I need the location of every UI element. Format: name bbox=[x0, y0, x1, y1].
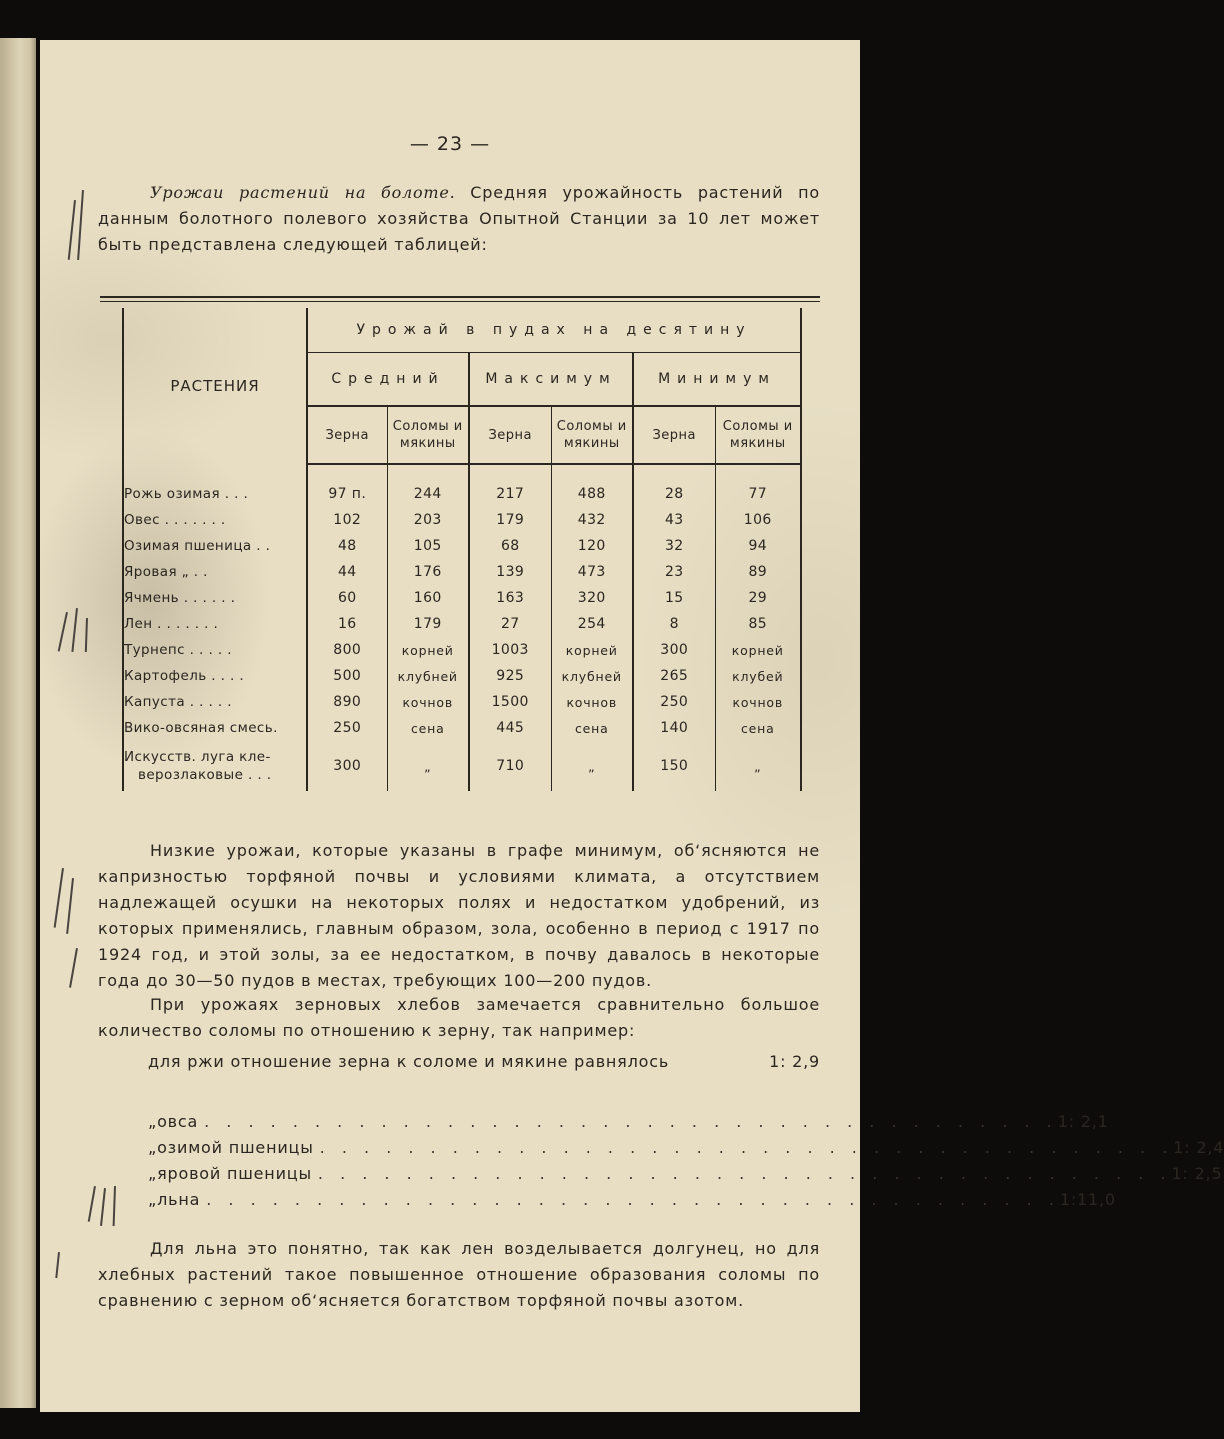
ratio-crop: яровой пшеницы bbox=[157, 1163, 312, 1183]
col-straw: Соломы и мякины bbox=[387, 406, 469, 464]
table-row bbox=[123, 611, 801, 637]
table-row bbox=[123, 559, 801, 585]
table-cell: 89 bbox=[715, 559, 801, 585]
table-cell: 94 bbox=[715, 533, 801, 559]
table-cell: 43 bbox=[633, 507, 715, 533]
table-row bbox=[123, 689, 801, 715]
table-cell: 150 bbox=[633, 741, 715, 791]
table-cell: корней bbox=[715, 637, 801, 663]
table-row bbox=[123, 585, 801, 611]
table-cell: 105 bbox=[387, 533, 469, 559]
table-cell: 77 bbox=[715, 481, 801, 507]
table-row bbox=[123, 741, 801, 791]
table-cell: кочнов bbox=[715, 689, 801, 715]
table-cell: 445 bbox=[469, 715, 551, 741]
table-cell: 300 bbox=[307, 741, 387, 791]
table-cell: 48 bbox=[307, 533, 387, 559]
pencil-mark bbox=[69, 948, 78, 988]
pencil-mark bbox=[113, 1186, 116, 1226]
col-grain: Зерна bbox=[307, 406, 387, 464]
col-grain: Зерна bbox=[633, 406, 715, 464]
group-minimum: Минимум bbox=[633, 353, 801, 407]
crop-name-line2: верозлаковые . . . bbox=[138, 767, 272, 783]
table-cell: клубней bbox=[551, 663, 633, 689]
table-cell: 890 bbox=[307, 689, 387, 715]
table-row bbox=[123, 533, 801, 559]
crop-name: Ячмень . . . . . . bbox=[123, 585, 307, 611]
table-cell: 250 bbox=[633, 689, 715, 715]
ratio-item bbox=[148, 1108, 1109, 1134]
ratio-crop: озимой пшеницы bbox=[157, 1137, 314, 1157]
crop-name: Картофель . . . . bbox=[123, 663, 307, 689]
ratio-item bbox=[148, 1186, 1116, 1212]
ratio-list bbox=[148, 1052, 1224, 1212]
crop-name: Рожь озимая . . . bbox=[123, 481, 307, 507]
table-cell: 1500 bbox=[469, 689, 551, 715]
table-cell: сена bbox=[715, 715, 801, 741]
table-row bbox=[123, 507, 801, 533]
ditto-mark: „ bbox=[148, 1189, 158, 1209]
crop-name: Вико-овсяная смесь. bbox=[123, 715, 307, 741]
table-cell: „ bbox=[387, 741, 469, 791]
ratio-value: 1:11,0 bbox=[1059, 1189, 1116, 1209]
table-row bbox=[123, 481, 801, 507]
crop-name: Яровая „ . . bbox=[123, 559, 307, 585]
crop-name: Овес . . . . . . . bbox=[123, 507, 307, 533]
table-cell: 102 bbox=[307, 507, 387, 533]
table-cell: 160 bbox=[387, 585, 469, 611]
ditto-mark: „ bbox=[148, 1111, 158, 1131]
section-heading: Урожаи растений на болоте. bbox=[150, 183, 456, 202]
crop-name: Озимая пшеница . . bbox=[123, 533, 307, 559]
crop-name: Капуста . . . . . bbox=[123, 689, 307, 715]
table-cell: 27 bbox=[469, 611, 551, 637]
table-cell: 265 bbox=[633, 663, 715, 689]
table-cell: 16 bbox=[307, 611, 387, 637]
leader-dots: . . . . . . . . . . . . . . . . . . . . . . . . . . . . . . . . . . . . . . . bbox=[319, 1137, 1174, 1157]
pencil-mark bbox=[71, 608, 78, 652]
ditto-mark: „ bbox=[148, 1137, 158, 1157]
table-cell: 176 bbox=[387, 559, 469, 585]
table-cell: 23 bbox=[633, 559, 715, 585]
pencil-mark bbox=[66, 878, 74, 934]
table-cell: 139 bbox=[469, 559, 551, 585]
leader-dots: . . . . . . . . . . . . . . . . . . . . . . . . . . . . . . . . . . . . . . . bbox=[206, 1189, 1060, 1209]
group-maximum: Максимум bbox=[469, 353, 633, 407]
ratio-item bbox=[148, 1160, 1223, 1186]
intro-paragraph bbox=[98, 180, 820, 258]
table-cell: кочнов bbox=[387, 689, 469, 715]
table-cell: 203 bbox=[387, 507, 469, 533]
pencil-mark bbox=[58, 612, 68, 652]
table-top-rule bbox=[100, 296, 820, 298]
pencil-mark bbox=[85, 618, 88, 652]
table-cell: 800 bbox=[307, 637, 387, 663]
minimum-yields-paragraph: Низкие урожаи, которые указаны в графе минимум, об‘ясняются не капризностью торфяной почвы и условиями климата, а отсутствием надлежащей осушки на некоторых полях и недостатком удобрений, из которых применялись, главным образом, зола, особенно в период с 1917 по 1924 год, и этой золы, за ее недостатком, в почву давалось в некоторые года до 30—50 пудов в местах, требующих 100—200 пудов. bbox=[98, 841, 820, 990]
table-cell: 60 bbox=[307, 585, 387, 611]
yield-table bbox=[122, 308, 802, 791]
table-cell: 244 bbox=[387, 481, 469, 507]
table-cell: 488 bbox=[551, 481, 633, 507]
table-cell: 15 bbox=[633, 585, 715, 611]
table-cell: 432 bbox=[551, 507, 633, 533]
table-cell: 320 bbox=[551, 585, 633, 611]
ratio-value: 1: 2,4 bbox=[1173, 1137, 1224, 1157]
yield-group-header: Урожай в пудах на десятину bbox=[307, 308, 801, 353]
ratio-lead-value: 1: 2,9 bbox=[769, 1052, 820, 1071]
table-cell: 29 bbox=[715, 585, 801, 611]
grain-straw-paragraph: При урожаях зерновых хлебов замечается сравнительно большое количество соломы по отношению к зерну, так например: bbox=[98, 995, 820, 1040]
table-cell: 250 bbox=[307, 715, 387, 741]
table-cell: „ bbox=[551, 741, 633, 791]
table-cell: 473 bbox=[551, 559, 633, 585]
ratio-lead-text: для ржи отношение зерна к соломе и мякине равнялось bbox=[148, 1052, 670, 1071]
table-cell: 8 bbox=[633, 611, 715, 637]
pencil-mark bbox=[54, 868, 64, 928]
pencil-mark bbox=[68, 200, 76, 260]
pencil-mark bbox=[77, 190, 84, 260]
ratio-crop: овса bbox=[157, 1111, 199, 1131]
crop-name: Лен . . . . . . . bbox=[123, 611, 307, 637]
table-row bbox=[123, 663, 801, 689]
leader-dots: . . . . . . . . . . . . . . . . . . . . . . . . . . . . . . . . . . . . . . . bbox=[317, 1163, 1172, 1183]
col-grain: Зерна bbox=[469, 406, 551, 464]
table-cell: 254 bbox=[551, 611, 633, 637]
table-cell: 120 bbox=[551, 533, 633, 559]
table-cell: „ bbox=[715, 741, 801, 791]
ratio-value: 1: 2,1 bbox=[1057, 1111, 1109, 1131]
table-top-rule-thin bbox=[100, 301, 820, 302]
table-cell: 300 bbox=[633, 637, 715, 663]
col-straw: Соломы и мякины bbox=[715, 406, 801, 464]
table-row bbox=[123, 637, 801, 663]
table-cell: 179 bbox=[469, 507, 551, 533]
ratio-item bbox=[148, 1134, 1224, 1160]
table-cell: 179 bbox=[387, 611, 469, 637]
previous-page-edge bbox=[0, 38, 36, 1408]
ratio-value: 1: 2,5 bbox=[1171, 1163, 1223, 1183]
ratio-crop: льна bbox=[157, 1189, 201, 1209]
table-cell: клубей bbox=[715, 663, 801, 689]
pencil-mark bbox=[55, 1252, 60, 1278]
table-row bbox=[123, 715, 801, 741]
table-cell: 217 bbox=[469, 481, 551, 507]
table-cell: сена bbox=[387, 715, 469, 741]
pencil-mark bbox=[100, 1188, 106, 1226]
table-cell: сена bbox=[551, 715, 633, 741]
table-cell: корней bbox=[551, 637, 633, 663]
table-cell: 85 bbox=[715, 611, 801, 637]
table-cell: 925 bbox=[469, 663, 551, 689]
table-cell: 140 bbox=[633, 715, 715, 741]
crop-name bbox=[123, 741, 307, 791]
flax-paragraph: Для льна это понятно, так как лен возделывается долгунец, но для хлебных растений такое повышенное отношение образования соломы по сравнению с зерном об‘ясняется богатством торфяной почвы азотом. bbox=[98, 1239, 820, 1310]
table-cell: клубней bbox=[387, 663, 469, 689]
leader-dots: . . . . . . . . . . . . . . . . . . . . . . . . . . . . . . . . . . . . . . . bbox=[204, 1111, 1058, 1131]
table-cell: 68 bbox=[469, 533, 551, 559]
crop-name-line1: Искусств. луга кле- bbox=[124, 749, 271, 765]
table-cell: 710 bbox=[469, 741, 551, 791]
table-cell: 97 п. bbox=[307, 481, 387, 507]
ditto-mark: „ bbox=[148, 1163, 158, 1183]
page-number: — 23 — bbox=[409, 133, 491, 155]
table-cell: кочнов bbox=[551, 689, 633, 715]
crop-name: Турнепс . . . . . bbox=[123, 637, 307, 663]
table-cell: 163 bbox=[469, 585, 551, 611]
table-cell: 44 bbox=[307, 559, 387, 585]
table-cell: 106 bbox=[715, 507, 801, 533]
col-straw: Соломы и мякины bbox=[551, 406, 633, 464]
table-cell: корней bbox=[387, 637, 469, 663]
pencil-mark bbox=[88, 1186, 96, 1222]
intro-text: Средняя урожайность растений по данным болотного полевого хозяйства Опытной Станции за 10 лет может быть представлена следующей таблицей: bbox=[98, 183, 820, 254]
table-cell: 28 bbox=[633, 481, 715, 507]
book-page bbox=[40, 40, 1224, 1412]
group-average: Средний bbox=[307, 353, 469, 407]
ratio-lead bbox=[148, 1052, 820, 1078]
plants-header: РАСТЕНИЯ bbox=[123, 308, 307, 464]
table-cell: 1003 bbox=[469, 637, 551, 663]
table-cell: 500 bbox=[307, 663, 387, 689]
table-cell: 32 bbox=[633, 533, 715, 559]
